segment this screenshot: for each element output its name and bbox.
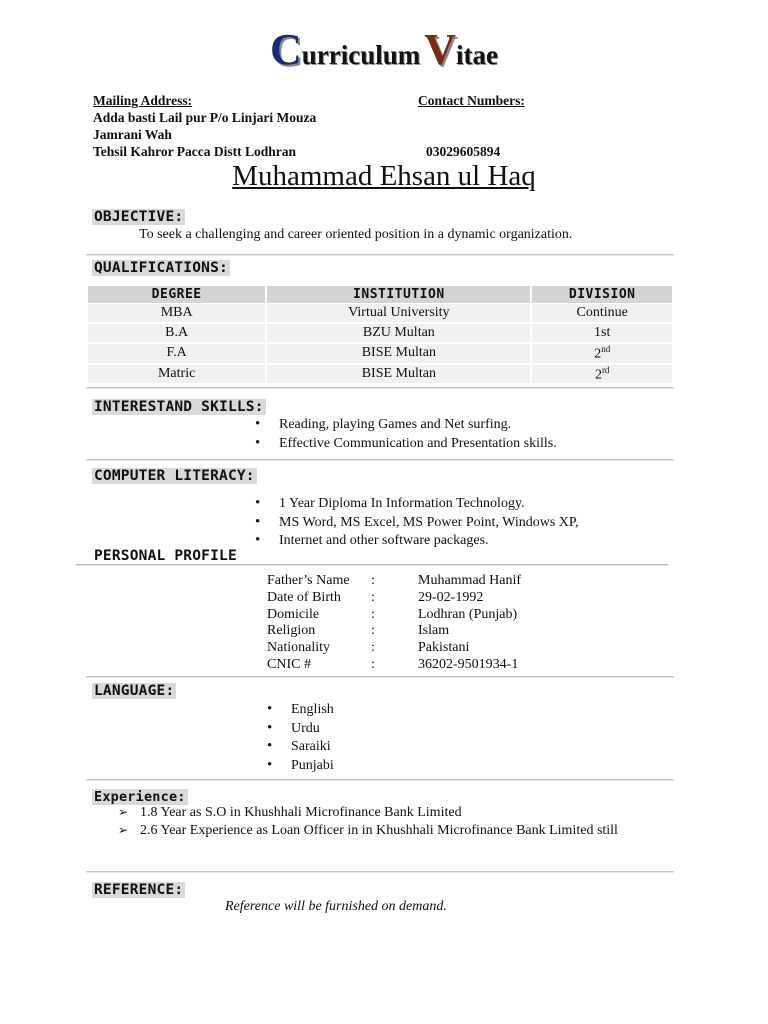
profile-label: Father’s Name [267, 573, 350, 588]
column-header-institution: INSTITUTION [267, 286, 530, 303]
title-v-letter: V [424, 25, 457, 74]
experience-heading: Experience: [94, 789, 186, 805]
profile-sep: : [371, 573, 375, 588]
profile-sep: : [371, 590, 375, 605]
divider [86, 676, 674, 678]
table-row [88, 324, 672, 343]
list-item: • Internet and other software packages. [255, 533, 579, 552]
profile-value-domicile: Lodhran (Punjab) [418, 607, 518, 622]
degree-cell: Matric [88, 365, 265, 385]
profile-value-dob: 29-02-1992 [418, 590, 484, 605]
list-item: ➢ 1.8 Year as S.O in Khushhali Microfinance Bank Limited [116, 805, 618, 823]
profile-label: Religion [267, 623, 316, 638]
list-item: • Urdu [267, 721, 334, 740]
division-value: 1st [594, 325, 611, 340]
profile-sep: : [371, 607, 375, 622]
profile-sep: : [371, 623, 375, 638]
title-c-rest: urriculum [301, 40, 421, 70]
list-item: • MS Word, MS Excel, MS Power Point, Windows XP, [255, 515, 579, 534]
profile-value-religion: Islam [418, 623, 450, 638]
language-heading: LANGUAGE: [94, 683, 175, 699]
list-item: • Reading, playing Games and Net surfing. [255, 417, 557, 436]
profile-sep: : [371, 640, 375, 655]
qualifications-heading: QUALIFICATIONS: [94, 260, 228, 276]
table-row [88, 344, 672, 364]
institution-cell: BZU Multan [267, 324, 530, 343]
profile-label: Date of Birth [267, 590, 341, 605]
division-cell [532, 344, 672, 364]
contact-number: 03029605894 [426, 144, 501, 159]
list-item: • English [267, 702, 334, 721]
institution-cell: BISE Multan [267, 344, 530, 364]
candidate-name: Muhammad Ehsan ul Haq [232, 160, 536, 192]
mailing-line-1: Adda basti Lail pur P/o Linjari Mouza [93, 110, 317, 125]
profile-label: Domicile [267, 607, 320, 622]
mailing-line-3: Tehsil Kahror Pacca Distt Lodhran [93, 144, 297, 159]
profile-sep: : [371, 657, 375, 672]
computer-heading: COMPUTER LITERACY: [94, 468, 255, 484]
division-cell [532, 324, 672, 343]
divider [86, 779, 674, 781]
objective-heading: OBJECTIVE: [94, 209, 184, 225]
division-value: Continue [576, 305, 628, 320]
reference-heading: REFERENCE: [94, 882, 184, 898]
list-item: • Saraiki [267, 739, 334, 758]
title-c-letter: C [269, 25, 302, 74]
divider [86, 871, 674, 873]
institution-cell: Virtual University [267, 304, 530, 323]
list-item: • Effective Communication and Presentation skills. [255, 436, 557, 455]
degree-cell: F.A [88, 344, 265, 364]
table-header-row [88, 286, 672, 303]
degree-cell: MBA [88, 304, 265, 323]
mailing-line-2: Jamrani Wah [93, 127, 172, 142]
profile-heading: PERSONAL PROFILE [94, 548, 237, 564]
division-value: 2 [594, 367, 602, 383]
reference-text: Reference will be furnished on demand. [225, 899, 447, 914]
list-item: • Punjabi [267, 758, 334, 777]
qualifications-table [86, 285, 674, 385]
division-value: 2 [594, 346, 602, 362]
divider [86, 254, 674, 256]
computer-list [255, 496, 579, 552]
degree-cell: B.A [88, 324, 265, 343]
skills-list [255, 417, 557, 454]
division-suffix: nd [601, 344, 611, 354]
profile-label: Nationality [267, 640, 330, 655]
profile-value-father-name: Muhammad Hanif [418, 573, 522, 588]
profile-value-nationality: Pakistani [418, 640, 470, 655]
list-item: ➢ 2.6 Year Experience as Loan Officer in in Khushhali Microfinance Bank Limited still [116, 823, 618, 841]
division-cell [532, 365, 672, 385]
experience-list [116, 805, 618, 841]
column-header-division: DIVISION [532, 286, 672, 303]
table-row [88, 304, 672, 323]
skills-heading: INTERESTAND SKILLS: [94, 399, 264, 415]
table-row [88, 365, 672, 385]
profile-label: CNIC # [267, 657, 311, 672]
divider [86, 459, 674, 461]
contact-label: Contact Numbers: [418, 93, 525, 108]
mailing-label: Mailing Address: [93, 93, 193, 108]
title-v-rest: itae [456, 40, 499, 70]
division-suffix: rd [601, 364, 610, 375]
divider [86, 387, 674, 389]
objective-text: To seek a challenging and career oriented position in a dynamic organization. [139, 227, 573, 242]
list-item: • 1 Year Diploma In Information Technology. [255, 496, 579, 515]
profile-value-cnic: 36202-9501934-1 [418, 657, 519, 672]
division-cell [532, 304, 672, 323]
institution-cell: BISE Multan [267, 365, 530, 385]
divider [76, 564, 668, 566]
column-header-degree: DEGREE [88, 286, 265, 303]
language-list [267, 702, 334, 776]
cv-title [0, 24, 768, 75]
